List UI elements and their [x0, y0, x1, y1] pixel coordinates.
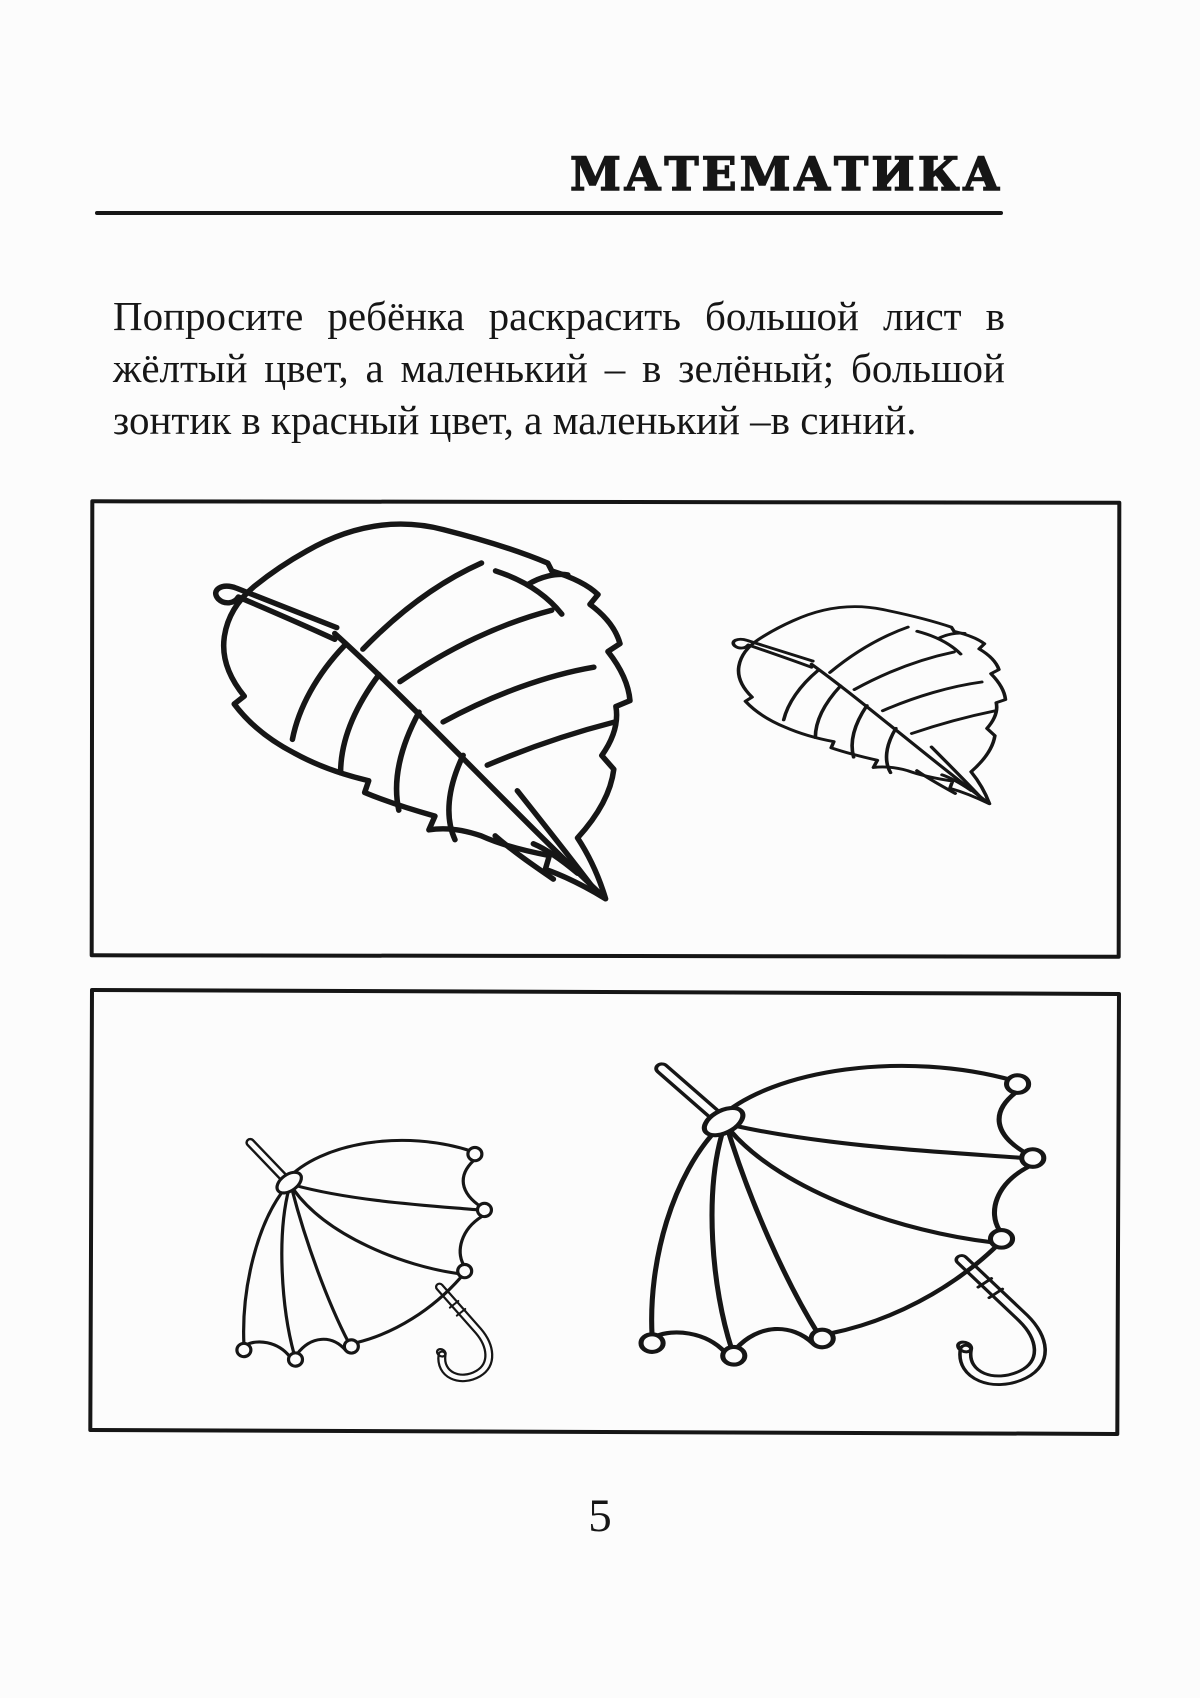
instruction-line-3: зонтик в красный цвет, а маленький –в синий.: [113, 397, 917, 443]
header-rule: [95, 211, 1003, 215]
small-leaf-drawing: [719, 604, 1016, 826]
page-header: [0, 148, 1003, 200]
instruction-line-2: жёлтый цвет, а маленький – в зелёный; большой: [113, 345, 1005, 391]
instruction-line-1: Попросите ребёнка раскрасить большой лист в: [113, 293, 1005, 339]
small-umbrella-drawing: [207, 1122, 515, 1389]
big-leaf-drawing: [194, 519, 647, 942]
umbrellas-frame: [88, 988, 1121, 1436]
leaves-frame: [90, 499, 1122, 958]
page-number: 5: [588, 1490, 612, 1542]
big-umbrella-drawing: [594, 1042, 1081, 1396]
instruction-text: [113, 290, 1005, 446]
page-title: МАТЕМАТИКА: [569, 147, 1003, 201]
